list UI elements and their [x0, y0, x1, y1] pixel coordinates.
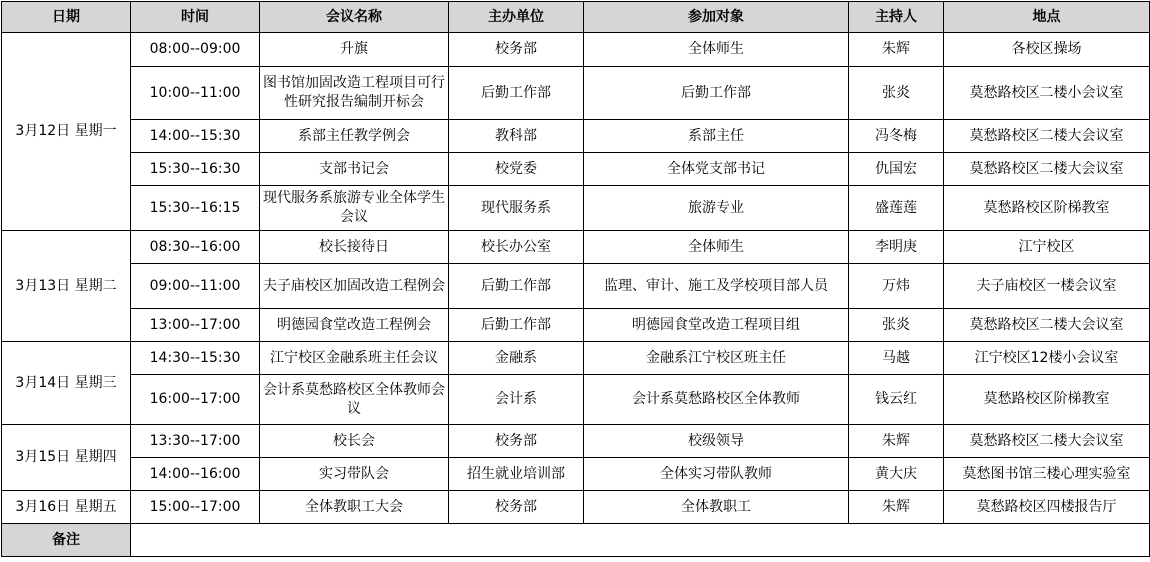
date-cell: 3月15日 星期四 [2, 425, 131, 491]
host-cell: 朱辉 [849, 425, 944, 458]
time-cell: 16:00--17:00 [131, 375, 260, 425]
host-cell: 盛莲莲 [849, 186, 944, 231]
meeting-schedule-table [1, 1, 1150, 557]
organizer-cell: 现代服务系 [449, 186, 584, 231]
location-cell: 莫愁路校区二楼大会议室 [944, 153, 1150, 186]
time-cell: 10:00--11:00 [131, 67, 260, 120]
organizer-cell: 后勤工作部 [449, 264, 584, 309]
location-cell: 各校区操场 [944, 33, 1150, 67]
attendees-cell: 全体党支部书记 [584, 153, 849, 186]
host-cell: 仇国宏 [849, 153, 944, 186]
organizer-cell: 校务部 [449, 491, 584, 524]
location-cell: 莫愁路校区二楼小会议室 [944, 67, 1150, 120]
table-row [2, 67, 1150, 120]
meeting-name-cell: 系部主任教学例会 [260, 120, 449, 153]
time-cell: 08:00--09:00 [131, 33, 260, 67]
host-cell: 朱辉 [849, 491, 944, 524]
attendees-cell: 系部主任 [584, 120, 849, 153]
attendees-cell: 监理、审计、施工及学校项目部人员 [584, 264, 849, 309]
host-cell: 马越 [849, 342, 944, 375]
date-cell: 3月13日 星期二 [2, 231, 131, 342]
table-row [2, 375, 1150, 425]
location-cell: 莫愁图书馆三楼心理实验室 [944, 458, 1150, 491]
meeting-name-cell: 实习带队会 [260, 458, 449, 491]
host-cell: 黄大庆 [849, 458, 944, 491]
time-cell: 13:30--17:00 [131, 425, 260, 458]
table-row [2, 231, 1150, 264]
header-location: 地点 [944, 2, 1150, 33]
organizer-cell: 后勤工作部 [449, 309, 584, 342]
table-row [2, 425, 1150, 458]
table-row [2, 458, 1150, 491]
table-body [2, 33, 1150, 557]
date-cell: 3月12日 星期一 [2, 33, 131, 231]
attendees-cell: 全体师生 [584, 33, 849, 67]
header-row [2, 2, 1150, 33]
note-row [2, 524, 1150, 557]
table-row [2, 309, 1150, 342]
time-cell: 15:30--16:30 [131, 153, 260, 186]
time-cell: 14:00--16:00 [131, 458, 260, 491]
organizer-cell: 校党委 [449, 153, 584, 186]
organizer-cell: 校长办公室 [449, 231, 584, 264]
host-cell: 冯冬梅 [849, 120, 944, 153]
note-label: 备注 [2, 524, 131, 557]
attendees-cell: 后勤工作部 [584, 67, 849, 120]
host-cell: 钱云红 [849, 375, 944, 425]
table-row [2, 264, 1150, 309]
attendees-cell: 校级领导 [584, 425, 849, 458]
time-cell: 09:00--11:00 [131, 264, 260, 309]
attendees-cell: 全体师生 [584, 231, 849, 264]
table-row [2, 153, 1150, 186]
organizer-cell: 会计系 [449, 375, 584, 425]
host-cell: 李明庚 [849, 231, 944, 264]
location-cell: 莫愁路校区阶梯教室 [944, 375, 1150, 425]
attendees-cell: 旅游专业 [584, 186, 849, 231]
note-value [131, 524, 1150, 557]
attendees-cell: 全体教职工 [584, 491, 849, 524]
location-cell: 莫愁路校区四楼报告厅 [944, 491, 1150, 524]
meeting-name-cell: 支部书记会 [260, 153, 449, 186]
meeting-name-cell: 明德园食堂改造工程例会 [260, 309, 449, 342]
time-cell: 13:00--17:00 [131, 309, 260, 342]
location-cell: 莫愁路校区二楼大会议室 [944, 425, 1150, 458]
organizer-cell: 金融系 [449, 342, 584, 375]
time-cell: 14:00--15:30 [131, 120, 260, 153]
meeting-name-cell: 升旗 [260, 33, 449, 67]
date-cell: 3月14日 星期三 [2, 342, 131, 425]
host-cell: 万炜 [849, 264, 944, 309]
table-row [2, 120, 1150, 153]
table-row [2, 33, 1150, 67]
header-attendees: 参加对象 [584, 2, 849, 33]
host-cell: 张炎 [849, 67, 944, 120]
organizer-cell: 校务部 [449, 33, 584, 67]
meeting-name-cell: 现代服务系旅游专业全体学生会议 [260, 186, 449, 231]
meeting-name-cell: 会计系莫愁路校区全体教师会议 [260, 375, 449, 425]
table-row [2, 342, 1150, 375]
attendees-cell: 全体实习带队教师 [584, 458, 849, 491]
host-cell: 朱辉 [849, 33, 944, 67]
meeting-name-cell: 夫子庙校区加固改造工程例会 [260, 264, 449, 309]
meeting-name-cell: 校长会 [260, 425, 449, 458]
header-time: 时间 [131, 2, 260, 33]
time-cell: 15:30--16:15 [131, 186, 260, 231]
location-cell: 莫愁路校区阶梯教室 [944, 186, 1150, 231]
organizer-cell: 招生就业培训部 [449, 458, 584, 491]
table-row [2, 186, 1150, 231]
header-host: 主持人 [849, 2, 944, 33]
attendees-cell: 明德园食堂改造工程项目组 [584, 309, 849, 342]
organizer-cell: 后勤工作部 [449, 67, 584, 120]
time-cell: 08:30--16:00 [131, 231, 260, 264]
time-cell: 15:00--17:00 [131, 491, 260, 524]
header-organizer: 主办单位 [449, 2, 584, 33]
organizer-cell: 教科部 [449, 120, 584, 153]
host-cell: 张炎 [849, 309, 944, 342]
location-cell: 夫子庙校区一楼会议室 [944, 264, 1150, 309]
meeting-name-cell: 全体教职工大会 [260, 491, 449, 524]
time-cell: 14:30--15:30 [131, 342, 260, 375]
date-cell: 3月16日 星期五 [2, 491, 131, 524]
location-cell: 莫愁路校区二楼大会议室 [944, 120, 1150, 153]
meeting-name-cell: 图书馆加固改造工程项目可行性研究报告编制开标会 [260, 67, 449, 120]
location-cell: 江宁校区12楼小会议室 [944, 342, 1150, 375]
organizer-cell: 校务部 [449, 425, 584, 458]
location-cell: 江宁校区 [944, 231, 1150, 264]
attendees-cell: 金融系江宁校区班主任 [584, 342, 849, 375]
table-row [2, 491, 1150, 524]
location-cell: 莫愁路校区二楼大会议室 [944, 309, 1150, 342]
header-meeting-name: 会议名称 [260, 2, 449, 33]
meeting-name-cell: 江宁校区金融系班主任会议 [260, 342, 449, 375]
attendees-cell: 会计系莫愁路校区全体教师 [584, 375, 849, 425]
meeting-name-cell: 校长接待日 [260, 231, 449, 264]
header-date: 日期 [2, 2, 131, 33]
